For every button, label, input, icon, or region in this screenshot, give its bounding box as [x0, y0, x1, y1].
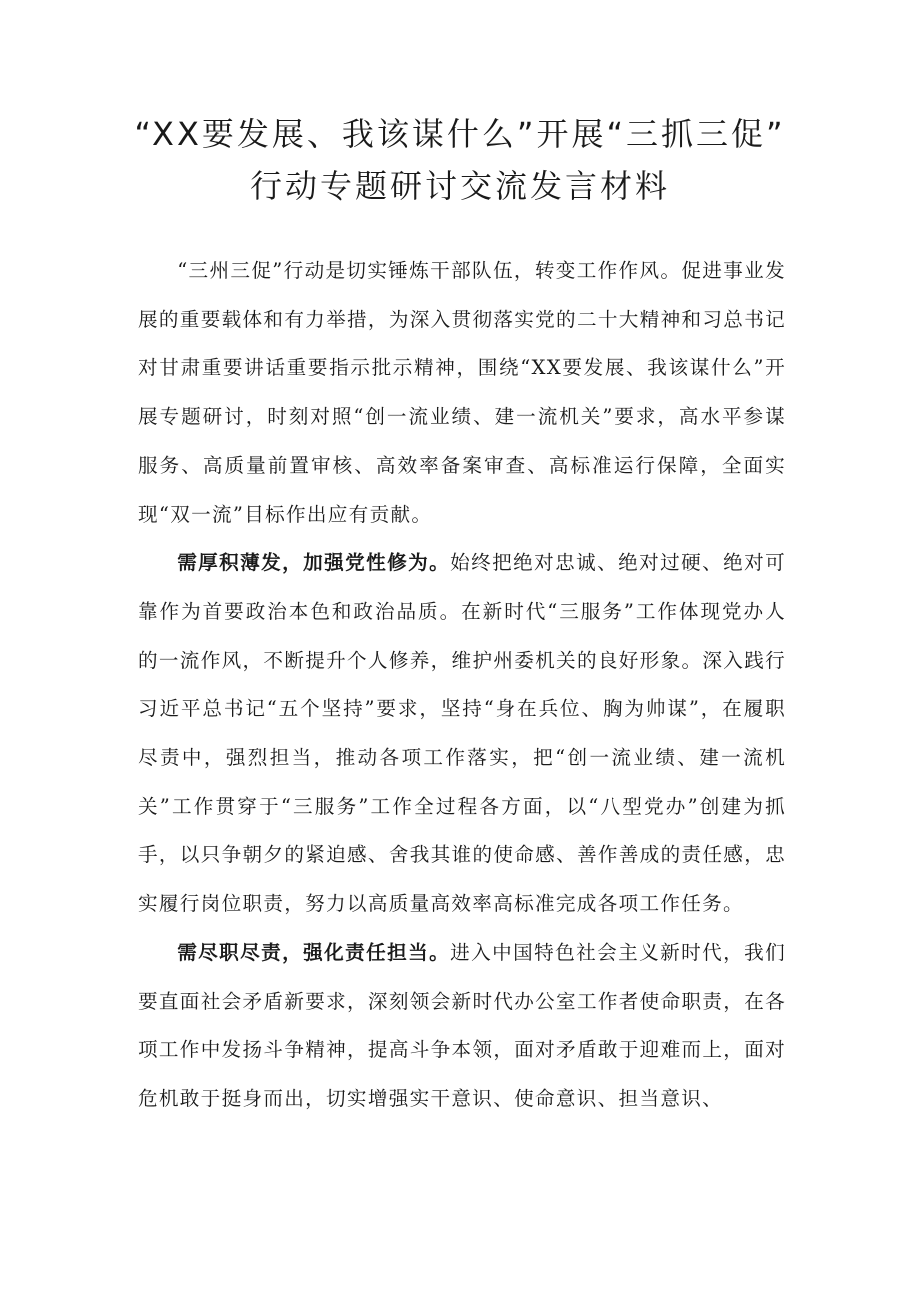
title-line-1: “XX要发展、我该谋什么”开展“三抓三促”	[134, 115, 786, 153]
document-title	[0, 108, 920, 212]
paragraph-text: “三州三促”行动是切实锤炼干部队伍，转变工作作风。促进事业发展的重要载体和有力举措，为深入贯彻落实党的二十大精神和习总书记对甘肃重要讲话重要指示批示精神，围绕“XX要发展、我该谋什么”开展专题研讨，时刻对照“创一流业绩、建一流机关”要求，高水平参谋服务、高质量前置审核、高效率备案审查、高标准运行保障，全面实现“双一流”目标作出应有贡献。	[138, 259, 786, 526]
paragraph-heading: 需尽职尽责，强化责任担当。	[177, 940, 451, 964]
paragraph-text: 始终把绝对忠诚、绝对过硬、绝对可靠作为首要政治本色和政治品质。在新时代“三服务”工作体现党办人的一流作风，不断提升个人修养，维护州委机关的良好形象。深入践行习近平总书记“五个坚持”要求，坚持“身在兵位、胸为帅谋”，在履职尽责中，强烈担当，推动各项工作落实，把“创一流业绩、建一流机关”工作贯穿于“三服务”工作全过程各方面，以“八型党办”创建为抓手，以只争朝夕的紧迫感、舍我其谁的使命感、善作善成的责任感，忠实履行岗位职责，努力以高质量高效率高标准完成各项工作任务。	[138, 551, 786, 916]
document-body	[138, 247, 786, 1124]
paragraph-intro	[138, 247, 786, 539]
paragraph-heading: 需厚积薄发，加强党性修为。	[177, 551, 451, 575]
title-line-2: 行动专题研讨交流发言材料	[249, 167, 670, 205]
paragraph-responsibility	[138, 929, 786, 1124]
paragraph-party-cultivation	[138, 539, 786, 929]
paragraph-text: 进入中国特色社会主义新时代，我们要直面社会矛盾新要求，深刻领会新时代办公室工作者使命职责，在各项工作中发扬斗争精神，提高斗争本领，面对矛盾敢于迎难而上，面对危机敢于挺身而出，切实增强实干意识、使命意识、担当意识、	[138, 940, 786, 1110]
